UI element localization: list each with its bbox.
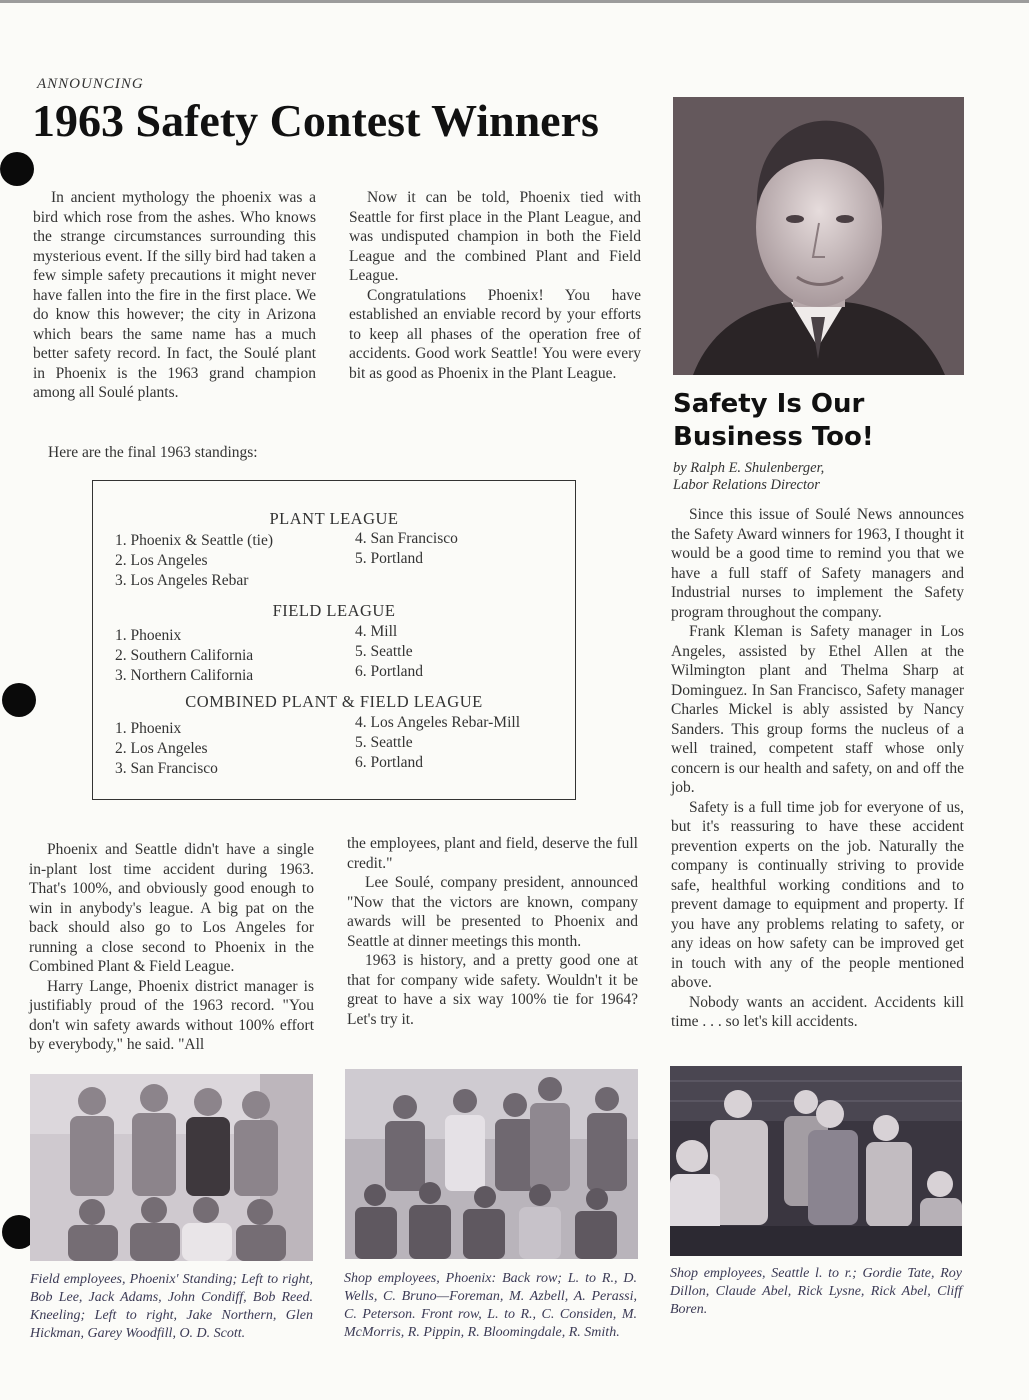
group-photo-illustration [30, 1074, 313, 1261]
standings-table [92, 480, 576, 800]
standing-entry: 3. Northern California [115, 667, 254, 684]
standing-entry: 4. Mill [355, 623, 398, 640]
paragraph: Congratulations Phoenix! You have established an enviable record by your efforts to keep all phases of the operation free of accidents. Good work Seattle! You were every bit as good as Phoenix in the Plant League. [349, 286, 641, 382]
standing-entry: 2. Los Angeles [115, 740, 208, 757]
byline-author: by Ralph E. Shulenberger, [673, 460, 825, 476]
article-column-2-continued [347, 834, 638, 1029]
article-column-1-continued [29, 840, 314, 1055]
portrait-photo [673, 97, 964, 375]
standing-entry: 5. Portland [355, 550, 424, 567]
caption-photo-1: Field employees, Phoenix' Standing; Left to right, Bob Lee, Jack Adams, John Condiff, Bob Reed. Kneeling; Left to right, Jake Northern, Glen Hickman, Garey Woodfill, O. D. Scott. [30, 1272, 313, 1341]
paragraph: Safety is a full time job for everyone of us, but it's reassuring to have these accident prevention experts on the job. Naturally the company is continually striving to provide safe, healthful working conditions and to prevent damage to equipment and property. If you have any problems relating to safety, or any ideas on how safety can be improved get in touch with any of the people mentioned above. [671, 798, 964, 991]
binder-hole [2, 683, 36, 717]
combined-league-left [115, 719, 218, 779]
paragraph: Nobody wants an accident. Accidents kill time . . . so let's kill accidents. [671, 993, 964, 1030]
photo-shop-employees-seattle [670, 1066, 962, 1256]
standing-entry: 1. Phoenix & Seattle (tie) [115, 532, 273, 549]
standing-entry: 5. Seattle [355, 734, 413, 751]
paragraph: Phoenix and Seattle didn't have a single in-plant lost time accident during 1963. That's 100%, and obviously good enough to win in anybody's league. A big pat on the back should also go to Los Angeles for running a close second to Phoenix in the Combined Plant & Field League. [29, 841, 314, 975]
standing-entry: 2. Southern California [115, 647, 254, 664]
article-column-2 [349, 188, 641, 383]
standing-entry: 6. Portland [355, 663, 424, 680]
photo-field-employees-phoenix [30, 1074, 313, 1261]
standing-entry: 5. Seattle [355, 643, 413, 660]
standing-entry: 4. Los Angeles Rebar-Mill [355, 714, 520, 731]
group-photo-illustration [345, 1069, 638, 1259]
page-title: 1963 Safety Contest Winners [32, 95, 599, 146]
kicker: ANNOUNCING [37, 76, 144, 92]
standing-entry: 1. Phoenix [115, 627, 182, 644]
sidebar-column [671, 505, 964, 1032]
page-top-edge [0, 0, 1029, 3]
field-league-left [115, 626, 253, 686]
paragraph: Frank Kleman is Safety manager in Los Angeles, assisted by Ethel Allen at the Wilmington plant and Thelma Sharp at Dominguez. In San Francisco, Safety manager Charles Mickel is ably assisted by Nancy Sanders. This group forms the nucleus of a well trained, competent staff whose only concern is our health and safety, on and off the job. [671, 623, 964, 796]
paragraph: Since this issue of Soulé News announces the Safety Award winners for 1963, I thought it would be a good time to remind you that we have a full staff of Safety managers and Industrial nurses to implement the Safety program throughout the company. [671, 506, 964, 621]
caption-photo-3: Shop employees, Seattle l. to r.; Gordie Tate, Roy Dillon, Claude Abel, Rick Lysne, Rick Abel, Cliff Boren. [670, 1266, 962, 1317]
photo-shop-employees-phoenix [345, 1069, 638, 1259]
field-league-right [355, 622, 423, 682]
byline [673, 460, 824, 494]
paragraph: In ancient mythology the phoenix was a bird which rose from the ashes. Who knows the strange circumstances surrounding this mysterious event. If the silly bird had taken a few simple safety precautions it might never have fallen into the fire in the first place. We do know this however; the city in Arizona which bears the same name has a much better safety record. In fact, the Soulé plant in Phoenix is the 1963 grand champion among all Soulé plants. [33, 189, 316, 401]
standing-entry: 3. Los Angeles Rebar [115, 572, 249, 589]
paragraph: the employees, plant and field, deserve the full credit." [347, 835, 638, 872]
field-league-title: FIELD LEAGUE [272, 601, 396, 620]
combined-league-right [355, 713, 520, 773]
paragraph: 1963 is history, and a pretty good one at that for company wide safety. Wouldn't it be great to have a six way 100% tie for 1964? Let's try it. [347, 952, 638, 1028]
paragraph: Now it can be told, Phoenix tied with Seattle for first place in the Plant League, and was undisputed champion in both the Field League and the combined Plant and Field League. [349, 189, 641, 284]
article-column-1 [33, 188, 316, 403]
group-photo-illustration [670, 1066, 962, 1256]
caption-photo-2: Shop employees, Phoenix: Back row; L. to R., D. Wells, C. Bruno—Foreman, M. Azbell, A. Perassi, C. Peterson. Front row, L. to R., C. Considen, M. McMorris, R. Pippin, R. Bloomingdale, R. Smith. [344, 1271, 637, 1340]
plant-league-right [355, 529, 458, 569]
byline-role: Labor Relations Director [673, 477, 820, 493]
standing-entry: 1. Phoenix [115, 720, 182, 737]
standing-entry: 2. Los Angeles [115, 552, 208, 569]
sidebar-title-line: Safety Is Our [673, 389, 865, 419]
combined-league-title: COMBINED PLANT & FIELD LEAGUE [185, 692, 483, 711]
paragraph: Harry Lange, Phoenix district manager is justifiably proud of the 1963 record. "You don't win safety awards without 100% effort by everybody," he said. "All [29, 977, 314, 1053]
paragraph: Lee Soulé, company president, announced "Now that the victors are known, company awards will be presented to Phoenix and Seattle at dinner meetings this month. [347, 874, 638, 950]
standing-entry: 4. San Francisco [355, 530, 458, 547]
standing-entry: 3. San Francisco [115, 760, 218, 777]
standings-intro: Here are the final 1963 standings: [48, 444, 258, 461]
plant-league-title: PLANT LEAGUE [269, 509, 399, 528]
plant-league-left [115, 531, 273, 591]
portrait-illustration [673, 97, 964, 375]
sidebar-title [673, 388, 874, 454]
binder-hole [0, 152, 34, 186]
standing-entry: 6. Portland [355, 754, 424, 771]
sidebar-title-line: Business Too! [673, 422, 874, 452]
